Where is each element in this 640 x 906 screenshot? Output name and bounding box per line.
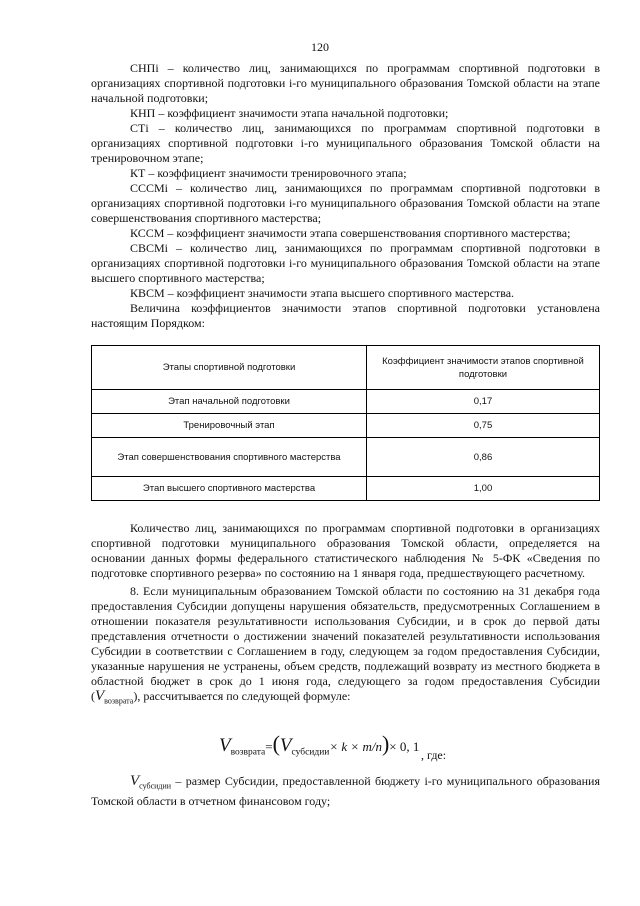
formula-rhs-v: V: [279, 735, 292, 757]
formula-eq: =: [265, 739, 273, 755]
table-header-cell: Коэффициент значимости этапов спортивной подготовки: [367, 346, 600, 390]
table-header-row: [92, 346, 600, 390]
table-row: [92, 438, 600, 477]
formula-body: [219, 731, 420, 761]
paragraph-8-text: 8. Если муниципальным образованием Томской области по состоянию на 31 декабря года предоставления Субсидии допущены нарушения обязательств, предусмотренных Соглашением в отношении показателя результативности использования Субсидии, и в срок до первой даты представления отчетности о достижении значений показателей результативности использования Субсидии в соответствии с Соглашением в году, следующем за годом предоставления Субсидии, указанные нарушения не устранены, объем средств, подлежащий возврату из местного бюджета в областной бюджет в срок до 1 июня года, следующего за годом предоставления Субсидии: [91, 584, 600, 688]
table-cell-coefficient: 0,86: [367, 438, 600, 477]
symbol-v: V: [130, 773, 140, 790]
subsidy-definition-text: – размер Субсидии, предоставленной бюджету i-го муниципального образования Томской области в отчетном финансовом году;: [91, 774, 600, 808]
paragraph-8: [91, 584, 600, 708]
definition-snp: СНПi – количество лиц, занимающихся по программам спортивной подготовки в организациях спортивной подготовки i-го муниципального образования Томской области на этапе начальной подготовки;: [91, 61, 600, 105]
definition-kvsm: КВСМ – коэффициент значимости этапа высшего спортивного мастерства.: [130, 286, 515, 300]
table-cell-coefficient: 1,00: [367, 477, 600, 501]
definition-svsm: СВСМi – количество лиц, занимающихся по программам спортивной подготовки в организациях спортивной подготовки i-го муниципального образования Томской области на этапе высшего спортивного мастерства;: [91, 241, 600, 285]
formula-where: , где:: [421, 748, 447, 763]
definition-kssm: КССМ – коэффициент значимости этапа совершенствования спортивного мастерства;: [130, 226, 571, 240]
table-cell-stage: Этап начальной подготовки: [92, 390, 367, 414]
table-cell-stage: Этап совершенствования спортивного мастерства: [92, 438, 367, 477]
coefficients-intro: Величина коэффициентов значимости этапов спортивной подготовки установлена настоящим Порядком:: [91, 301, 600, 330]
definition-kt: КТ – коэффициент значимости тренировочного этапа;: [130, 166, 407, 180]
page-content: [91, 61, 600, 809]
formula-paren-close: ): [381, 731, 390, 757]
table-cell-stage: Этап высшего спортивного мастерства: [92, 477, 367, 501]
paragraph-8-tail: ), рассчитывается по следующей формуле:: [133, 689, 351, 703]
subsidy-definition: [91, 774, 600, 808]
table-cell-stage: Тренировочный этап: [92, 414, 367, 438]
formula-lhs-v: V: [219, 735, 231, 757]
table-cell-coefficient: 0,17: [367, 390, 600, 414]
coefficients-table-wrapper: [91, 345, 600, 501]
table-row: [92, 390, 600, 414]
table-row: [92, 414, 600, 438]
page-number: 120: [311, 40, 329, 54]
coefficients-table: [91, 345, 600, 501]
paragraph-count-source: Количество лиц, занимающихся по программам спортивной подготовки в организациях спортивной подготовки муниципального образования Томской области, определяется на основании данных формы федерального статистического наблюдения № 5-ФК «Сведения по подготовке спортивного резерва» по состоянию на 1 января года, предшествующего расчетному.: [91, 521, 600, 580]
symbol-sub: субсидии: [139, 781, 172, 791]
definition-st: СТi – количество лиц, занимающихся по программам спортивной подготовки в организациях спортивной подготовки i-го муниципального образования Томской области на тренировочном этапе;: [91, 121, 600, 165]
table-row: [92, 477, 600, 501]
formula-rhs-sub: субсидии: [291, 747, 330, 758]
table-header-cell: Этапы спортивной подготовки: [92, 346, 367, 390]
return-formula: [91, 730, 600, 766]
symbol-v: V: [95, 688, 105, 704]
formula-lhs-sub: возврата: [230, 747, 266, 758]
symbol-v-vozvrata: ($V_{возврата}$: [91, 688, 134, 706]
definition-sssm: СССМi – количество лиц, занимающихся по программам спортивной подготовки в организациях спортивной подготовки i-го муниципального образования Томской области на этапе совершенствования спортивного мастерства;: [91, 181, 600, 225]
definition-knp: КНП – коэффициент значимости этапа начальной подготовки;: [130, 106, 449, 120]
symbol-sub: возврата: [104, 696, 134, 706]
formula-rest: × k × m/n: [329, 739, 382, 755]
formula-paren-open: (: [272, 731, 280, 757]
table-cell-coefficient: 0,75: [367, 414, 600, 438]
symbol-v-subsidii: [130, 773, 172, 791]
formula-factor: × 0, 1: [389, 739, 420, 755]
